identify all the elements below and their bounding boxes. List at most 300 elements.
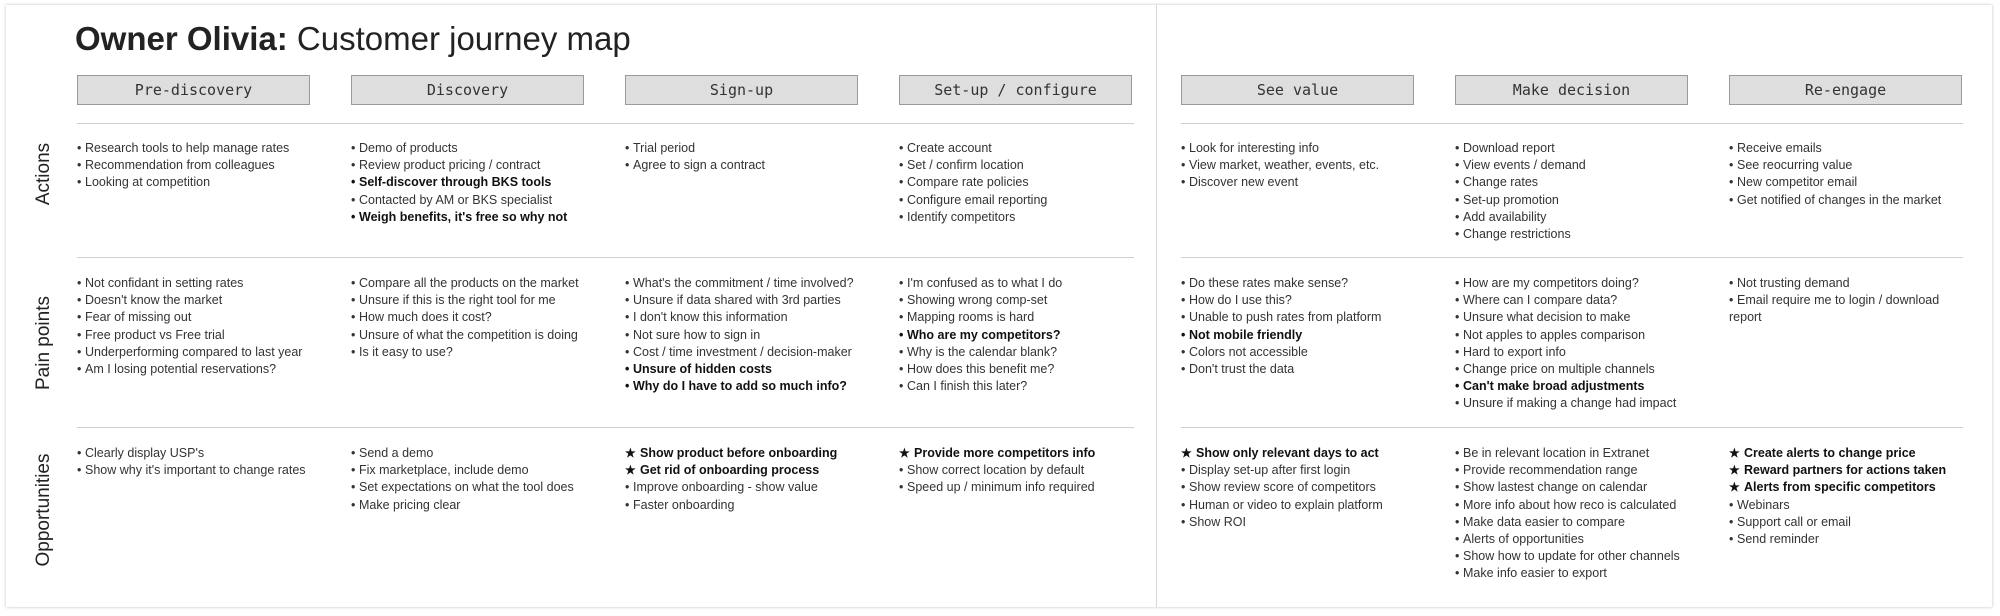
list-item-text: Change price on multiple channels [1463, 362, 1655, 377]
list-item-text: Reward partners for actions taken [1744, 463, 1947, 478]
list-item [899, 344, 1139, 361]
list-item-text: Unsure of what the competition is doing [359, 327, 578, 342]
list-item-text: Why do I have to add so much info? [633, 379, 847, 394]
list-item-text: Show why it's important to change rates [85, 463, 306, 478]
bullet-icon: • [77, 344, 82, 359]
list-item [1729, 275, 1969, 292]
list-item [625, 309, 865, 326]
list-item-text: Why is the calendar blank? [907, 344, 1058, 359]
bullet-icon: • [1455, 310, 1460, 325]
row-label-pain-points: Pain points [33, 295, 54, 391]
cell-pain-points-make-decision [1455, 275, 1695, 413]
bullet-icon: • [1455, 396, 1460, 411]
starred-list-item [1181, 445, 1421, 462]
bullet-icon: • [1729, 293, 1734, 308]
bullet-icon: • [1181, 480, 1186, 495]
star-icon: ★ [625, 463, 636, 478]
list-item [1455, 378, 1695, 395]
list-item [899, 140, 1139, 157]
list-item-text: What's the commitment / time involved? [633, 276, 854, 290]
list-item [77, 292, 317, 309]
bullet-icon: • [351, 276, 356, 290]
list-item-text: Provide recommendation range [1463, 463, 1638, 478]
bullet-icon: • [1729, 497, 1734, 512]
bullet-icon: • [351, 141, 356, 155]
stage-discovery[interactable]: Discovery [351, 75, 584, 105]
bullet-icon: • [1729, 514, 1734, 529]
list-item [1455, 327, 1695, 344]
bullet-icon: • [351, 209, 356, 224]
bullet-icon: • [1455, 446, 1460, 460]
list-item-text: Set expectations on what the tool does [359, 480, 574, 495]
list-item-text: Don't trust the data [1189, 362, 1295, 377]
list-item [351, 344, 591, 361]
starred-list-item [625, 445, 865, 462]
list-item-text: Make data easier to compare [1463, 514, 1625, 529]
list-item-text: Weigh benefits, it's free so why not [359, 209, 568, 224]
list-item-text: How much does it cost? [359, 310, 492, 325]
list-item-text: Where can I compare data? [1463, 293, 1618, 308]
list-item [77, 309, 317, 326]
list-item [899, 292, 1139, 309]
bullet-icon: • [1455, 344, 1460, 359]
page-title [75, 20, 631, 58]
list-item-text: Change rates [1463, 175, 1539, 190]
bullet-icon: • [1181, 344, 1186, 359]
list-item [351, 497, 591, 514]
list-item [351, 445, 591, 462]
cell-actions-sign-up [625, 140, 865, 174]
list-item [899, 378, 1139, 395]
list-item-text: Not trusting demand [1737, 276, 1850, 290]
bullet-icon: • [1729, 276, 1734, 290]
cell-pain-points-re-engage [1729, 275, 1969, 327]
list-item-text: Discover new event [1189, 175, 1299, 190]
bullet-icon: • [77, 310, 82, 325]
list-item [1455, 192, 1695, 209]
bullet-icon: • [625, 327, 630, 342]
list-item-text: Show ROI [1189, 514, 1246, 529]
list-item [1181, 327, 1421, 344]
list-item-text: Demo of products [359, 141, 458, 155]
list-item [1455, 344, 1695, 361]
list-item [625, 361, 865, 378]
bullet-icon: • [77, 158, 82, 173]
list-item-text: Not confidant in setting rates [85, 276, 244, 290]
bullet-icon: • [1729, 532, 1734, 547]
list-item-text: Get notified of changes in the market [1737, 192, 1942, 207]
list-item [899, 192, 1139, 209]
list-item [1455, 565, 1695, 582]
list-item [77, 462, 317, 479]
row-separator [77, 123, 1134, 124]
star-icon: ★ [1729, 463, 1740, 478]
list-item [1455, 309, 1695, 326]
list-item-text: Self-discover through BKS tools [359, 175, 552, 190]
list-item-text: How are my competitors doing? [1463, 276, 1639, 290]
list-item-text: Email require me to login / download report [1729, 293, 1940, 325]
stage-make-decision[interactable]: Make decision [1455, 75, 1688, 105]
list-item [351, 327, 591, 344]
list-item [1455, 445, 1695, 462]
list-item-text: Show how to update for other channels [1463, 549, 1680, 564]
list-item [1181, 140, 1421, 157]
list-item [1181, 292, 1421, 309]
bullet-icon: • [1455, 327, 1460, 342]
list-item-text: How do I use this? [1189, 293, 1292, 308]
bullet-icon: • [625, 344, 630, 359]
star-icon: ★ [1729, 446, 1740, 460]
bullet-icon: • [899, 310, 904, 325]
star-icon: ★ [1181, 446, 1192, 460]
list-item-text: Not sure how to sign in [633, 327, 761, 342]
bullet-icon: • [899, 192, 904, 207]
bullet-icon: • [77, 362, 82, 377]
list-item [351, 275, 591, 292]
bullet-icon: • [1455, 293, 1460, 308]
list-item [351, 309, 591, 326]
bullet-icon: • [1729, 192, 1734, 207]
stage-sign-up[interactable]: Sign-up [625, 75, 858, 105]
cell-opportunities-re-engage [1729, 445, 1969, 548]
list-item [1729, 497, 1969, 514]
list-item [351, 292, 591, 309]
persona-name: Owner Olivia: [75, 20, 288, 57]
list-item [1455, 514, 1695, 531]
bullet-icon: • [899, 480, 904, 495]
list-item-text: Unsure if making a change had impact [1463, 396, 1677, 411]
list-item-text: Make pricing clear [359, 497, 461, 512]
bullet-icon: • [1181, 141, 1186, 155]
cell-opportunities-sign-up [625, 445, 865, 514]
bullet-icon: • [351, 192, 356, 207]
list-item [1181, 157, 1421, 174]
bullet-icon: • [351, 344, 356, 359]
list-item [1181, 275, 1421, 292]
list-item [351, 462, 591, 479]
bullet-icon: • [1455, 276, 1460, 290]
cell-pain-points-pre-discovery [77, 275, 317, 378]
bullet-icon: • [1455, 227, 1460, 242]
cell-pain-points-see-value [1181, 275, 1421, 378]
list-item [1455, 157, 1695, 174]
stage-set-up-configure[interactable]: Set-up / configure [899, 75, 1132, 105]
list-item-text: View market, weather, events, etc. [1189, 158, 1380, 173]
bullet-icon: • [351, 463, 356, 478]
list-item [625, 378, 865, 395]
bullet-icon: • [899, 463, 904, 478]
cell-actions-make-decision [1455, 140, 1695, 243]
list-item-text: Create account [907, 141, 992, 155]
bullet-icon: • [899, 141, 904, 155]
cell-actions-pre-discovery [77, 140, 317, 192]
starred-list-item [625, 462, 865, 479]
bullet-icon: • [625, 158, 630, 173]
list-item [77, 361, 317, 378]
bullet-icon: • [899, 175, 904, 190]
cell-actions-re-engage [1729, 140, 1969, 209]
list-item-text: Hard to export info [1463, 344, 1566, 359]
row-label-opportunities: Opportunities [33, 453, 54, 567]
list-item-text: Free product vs Free trial [85, 327, 225, 342]
list-item-text: View events / demand [1463, 158, 1586, 173]
bullet-icon: • [1181, 276, 1186, 290]
bullet-icon: • [351, 158, 356, 173]
cell-opportunities-see-value [1181, 445, 1421, 531]
list-item-text: Doesn't know the market [85, 293, 223, 308]
bullet-icon: • [1455, 158, 1460, 173]
star-icon: ★ [1729, 480, 1740, 495]
list-item [1181, 309, 1421, 326]
list-item [899, 327, 1139, 344]
list-item-text: Display set-up after first login [1189, 463, 1351, 478]
list-item [77, 275, 317, 292]
list-item-text: Show review score of competitors [1189, 480, 1376, 495]
list-item-text: Who are my competitors? [907, 327, 1061, 342]
list-item [1181, 479, 1421, 496]
list-item-text: Alerts from specific competitors [1744, 480, 1936, 495]
list-item [1455, 361, 1695, 378]
list-item [1181, 497, 1421, 514]
bullet-icon: • [1181, 497, 1186, 512]
bullet-icon: • [351, 327, 356, 342]
list-item-text: Get rid of onboarding process [640, 463, 820, 478]
bullet-icon: • [77, 141, 82, 155]
list-item [899, 462, 1139, 479]
bullet-icon: • [625, 480, 630, 495]
bullet-icon: • [1455, 463, 1460, 478]
list-item-text: Not mobile friendly [1189, 327, 1303, 342]
list-item-text: Compare rate policies [907, 175, 1029, 190]
list-item [1455, 292, 1695, 309]
stage-see-value[interactable]: See value [1181, 75, 1414, 105]
stage-re-engage[interactable]: Re-engage [1729, 75, 1962, 105]
bullet-icon: • [1729, 158, 1734, 173]
list-item-text: Unsure of hidden costs [633, 362, 772, 377]
list-item-text: Set / confirm location [907, 158, 1024, 173]
bullet-icon: • [1181, 327, 1186, 342]
list-item-text: Underperforming compared to last year [85, 344, 303, 359]
list-item-text: Show only relevant days to act [1196, 446, 1379, 460]
list-item-text: Clearly display USP's [85, 446, 205, 460]
list-item [1729, 514, 1969, 531]
list-item [1181, 361, 1421, 378]
starred-list-item [1729, 445, 1969, 462]
bullet-icon: • [77, 293, 82, 308]
starred-list-item [1729, 462, 1969, 479]
list-item-text: Showing wrong comp-set [907, 293, 1048, 308]
list-item [625, 327, 865, 344]
list-item [1455, 174, 1695, 191]
list-item [625, 344, 865, 361]
bullet-icon: • [1729, 141, 1734, 155]
list-item [1455, 275, 1695, 292]
cell-actions-discovery [351, 140, 591, 226]
section-divider [1156, 5, 1157, 607]
bullet-icon: • [1455, 362, 1460, 377]
list-item-text: Can't make broad adjustments [1463, 379, 1645, 394]
bullet-icon: • [77, 446, 82, 460]
bullet-icon: • [625, 310, 630, 325]
list-item [1729, 192, 1969, 209]
list-item-text: Fear of missing out [85, 310, 192, 325]
bullet-icon: • [1455, 141, 1460, 155]
list-item [625, 497, 865, 514]
list-item [1455, 462, 1695, 479]
bullet-icon: • [1181, 175, 1186, 190]
list-item [351, 174, 591, 191]
list-item-text: Receive emails [1737, 141, 1822, 155]
bullet-icon: • [1455, 549, 1460, 564]
list-item-text: See reocurring value [1737, 158, 1853, 173]
cell-pain-points-sign-up [625, 275, 865, 395]
list-item-text: Fix marketplace, include demo [359, 463, 529, 478]
list-item [77, 344, 317, 361]
list-item-text: Change restrictions [1463, 227, 1571, 242]
list-item [77, 157, 317, 174]
list-item-text: Faster onboarding [633, 497, 735, 512]
list-item-text: More info about how reco is calculated [1463, 497, 1677, 512]
list-item-text: Is it easy to use? [359, 344, 453, 359]
list-item-text: Contacted by AM or BKS specialist [359, 192, 553, 207]
row-separator [1181, 427, 1963, 428]
list-item [899, 275, 1139, 292]
list-item-text: Can I finish this later? [907, 379, 1028, 394]
list-item [1729, 140, 1969, 157]
list-item [1455, 479, 1695, 496]
starred-list-item [899, 445, 1139, 462]
list-item-text: Show correct location by default [907, 463, 1085, 478]
list-item-text: Configure email reporting [907, 192, 1048, 207]
bullet-icon: • [77, 327, 82, 342]
list-item [351, 479, 591, 496]
list-item [351, 157, 591, 174]
star-icon: ★ [899, 446, 910, 460]
list-item [1455, 497, 1695, 514]
list-item-text: Show product before onboarding [640, 446, 838, 460]
row-label-actions: Actions [33, 142, 54, 206]
list-item [351, 209, 591, 226]
list-item [899, 361, 1139, 378]
bullet-icon: • [1455, 192, 1460, 207]
bullet-icon: • [351, 310, 356, 325]
list-item-text: Speed up / minimum info required [907, 480, 1095, 495]
star-icon: ★ [625, 446, 636, 460]
list-item-text: Unable to push rates from platform [1189, 310, 1382, 325]
bullet-icon: • [1455, 209, 1460, 224]
list-item [899, 309, 1139, 326]
bullet-icon: • [351, 446, 356, 460]
list-item-text: Unsure if this is the right tool for me [359, 293, 556, 308]
list-item-text: Webinars [1737, 497, 1790, 512]
list-item-text: Trial period [633, 141, 696, 155]
list-item-text: Colors not accessible [1189, 344, 1308, 359]
bullet-icon: • [1181, 293, 1186, 308]
list-item-text: Support call or email [1737, 514, 1851, 529]
bullet-icon: • [1181, 310, 1186, 325]
list-item-text: Improve onboarding - show value [633, 480, 818, 495]
bullet-icon: • [899, 362, 904, 377]
bullet-icon: • [899, 276, 904, 290]
list-item [899, 157, 1139, 174]
row-separator [1181, 257, 1963, 258]
list-item [899, 479, 1139, 496]
bullet-icon: • [1181, 514, 1186, 529]
list-item [899, 174, 1139, 191]
list-item-text: Create alerts to change price [1744, 446, 1916, 460]
list-item [625, 157, 865, 174]
bullet-icon: • [351, 293, 356, 308]
row-separator [77, 427, 1134, 428]
cell-opportunities-set-up-configure [899, 445, 1139, 497]
list-item [1181, 514, 1421, 531]
list-item [1455, 548, 1695, 565]
list-item-text: Agree to sign a contract [633, 158, 766, 173]
bullet-icon: • [625, 141, 630, 155]
list-item [1181, 344, 1421, 361]
bullet-icon: • [899, 293, 904, 308]
list-item [1729, 292, 1969, 326]
list-item-text: Download report [1463, 141, 1555, 155]
list-item-text: Recommendation from colleagues [85, 158, 275, 173]
list-item-text: Research tools to help manage rates [85, 141, 290, 155]
list-item [351, 192, 591, 209]
list-item [625, 140, 865, 157]
list-item-text: Identify competitors [907, 209, 1016, 224]
list-item-text: Unsure if data shared with 3rd parties [633, 293, 841, 308]
list-item-text: Do these rates make sense? [1189, 276, 1349, 290]
list-item-text: Compare all the products on the market [359, 276, 579, 290]
list-item [899, 209, 1139, 226]
cell-pain-points-set-up-configure [899, 275, 1139, 395]
bullet-icon: • [1455, 480, 1460, 495]
list-item [1455, 531, 1695, 548]
list-item-text: I'm confused as to what I do [907, 276, 1063, 290]
starred-list-item [1729, 479, 1969, 496]
bullet-icon: • [625, 276, 630, 290]
list-item-text: Send a demo [359, 446, 434, 460]
list-item-text: Look for interesting info [1189, 141, 1319, 155]
list-item-text: New competitor email [1737, 175, 1858, 190]
list-item [625, 479, 865, 496]
list-item [1455, 140, 1695, 157]
list-item-text: Be in relevant location in Extranet [1463, 446, 1650, 460]
bullet-icon: • [351, 497, 356, 512]
list-item-text: Alerts of opportunities [1463, 532, 1584, 547]
cell-opportunities-make-decision [1455, 445, 1695, 583]
list-item-text: Set-up promotion [1463, 192, 1559, 207]
list-item [1181, 462, 1421, 479]
list-item [1181, 174, 1421, 191]
bullet-icon: • [899, 344, 904, 359]
list-item-text: Add availability [1463, 209, 1547, 224]
bullet-icon: • [1729, 175, 1734, 190]
list-item [77, 445, 317, 462]
bullet-icon: • [625, 379, 630, 394]
list-item [1455, 226, 1695, 243]
bullet-icon: • [1455, 175, 1460, 190]
list-item-text: I don't know this information [633, 310, 788, 325]
list-item [351, 140, 591, 157]
cell-pain-points-discovery [351, 275, 591, 361]
stage-pre-discovery[interactable]: Pre-discovery [77, 75, 310, 105]
cell-actions-set-up-configure [899, 140, 1139, 226]
bullet-icon: • [77, 276, 82, 290]
bullet-icon: • [1181, 463, 1186, 478]
list-item [1729, 531, 1969, 548]
bullet-icon: • [899, 209, 904, 224]
bullet-icon: • [1181, 362, 1186, 377]
